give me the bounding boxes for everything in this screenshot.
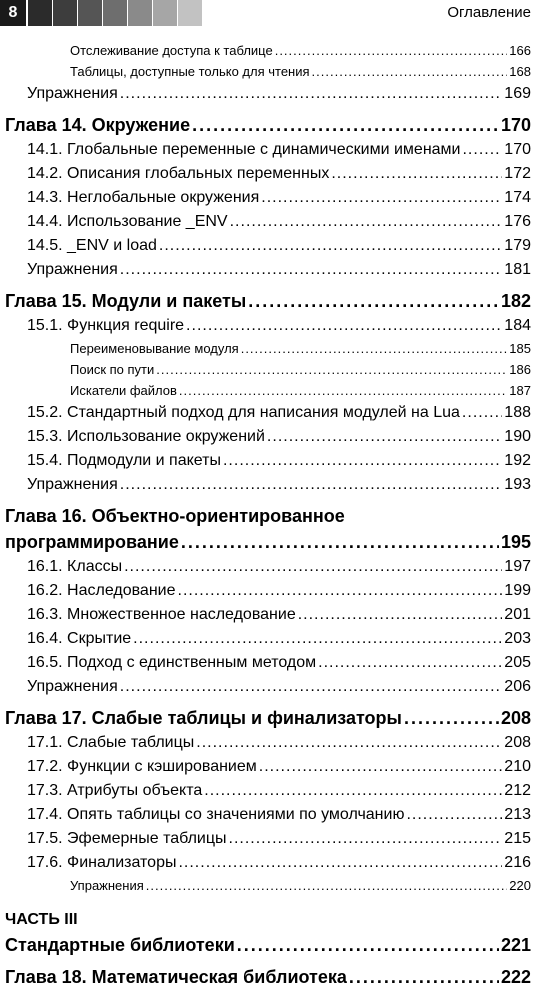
- toc-entry-page: 203: [504, 630, 531, 647]
- dot-leader: [223, 449, 502, 473]
- dot-leader: [462, 138, 502, 162]
- toc-entry-page: 176: [504, 213, 531, 230]
- toc-entry-title: Упражнения: [27, 261, 118, 278]
- toc-entry-title: 16.3. Множественное наследование: [27, 606, 296, 623]
- toc-entry-page: 201: [504, 606, 531, 623]
- toc-entry-title: 14.5. _ENV и load: [27, 237, 157, 254]
- color-swatch: [53, 0, 77, 26]
- dot-leader: [196, 731, 502, 755]
- page-header: [0, 0, 543, 26]
- toc-spacer: [0, 896, 543, 908]
- toc-entry-page: 170: [504, 141, 531, 158]
- toc-entry-title: 15.1. Функция require: [27, 317, 185, 334]
- toc-section[interactable]: [0, 210, 543, 234]
- toc-entry-page: 184: [504, 317, 531, 334]
- toc-section[interactable]: [0, 651, 543, 675]
- dot-leader: [312, 61, 508, 82]
- dot-leader: [120, 258, 503, 282]
- toc-subsection[interactable]: [0, 359, 543, 380]
- dot-leader: [248, 288, 499, 314]
- dot-leader: [331, 162, 502, 186]
- toc-entry-page: 170: [500, 115, 531, 135]
- toc-section[interactable]: [0, 258, 543, 282]
- dot-leader: [275, 40, 508, 61]
- toc-entry-page: 208: [500, 708, 531, 728]
- toc-entry-page: 169: [504, 85, 531, 102]
- toc-section[interactable]: [0, 425, 543, 449]
- toc-entry-title: Искатели файлов: [70, 383, 177, 398]
- dot-leader: [178, 851, 502, 875]
- toc-entry-page: 205: [504, 654, 531, 671]
- toc-entry-title: 17.5. Эфемерные таблицы: [27, 830, 227, 847]
- dot-leader: [124, 555, 502, 579]
- toc-entry-page: 199: [504, 582, 531, 599]
- toc-entry-title: 16.1. Классы: [27, 558, 123, 575]
- toc-entry-title: 15.4. Подмодули и пакеты: [27, 452, 221, 469]
- toc-entry-title: Отслеживание доступа к таблице: [70, 43, 273, 58]
- toc-entry-title: 14.4. Использование _ENV: [27, 213, 228, 230]
- toc-section[interactable]: [0, 579, 543, 603]
- toc-section[interactable]: [0, 138, 543, 162]
- toc-section[interactable]: [0, 627, 543, 651]
- toc-entry-title: 16.4. Скрытие: [27, 630, 132, 647]
- color-swatch: [153, 0, 177, 26]
- toc-chapter[interactable]: [0, 288, 543, 314]
- toc-entry-page: 172: [504, 165, 531, 182]
- toc-entry-page: 187: [509, 383, 531, 398]
- toc-entry-page: 174: [504, 189, 531, 206]
- toc-entry-title: Переименовывание модуля: [70, 341, 239, 356]
- toc-entry-title: Глава 18. Математическая библиотека: [5, 967, 347, 987]
- toc-entry-title: Глава 14. Окружение: [5, 115, 191, 135]
- toc-subsection[interactable]: [0, 61, 543, 82]
- toc-entry-title: 16.5. Подход с единственным методом: [27, 654, 317, 671]
- toc-section[interactable]: [0, 827, 543, 851]
- toc-subsection[interactable]: [0, 380, 543, 401]
- toc-chapter[interactable]: [0, 932, 543, 958]
- dot-leader: [298, 603, 503, 627]
- toc-entry-title: 17.6. Финализаторы: [27, 854, 177, 871]
- toc-chapter[interactable]: [0, 964, 543, 990]
- toc-entry-page: 210: [504, 758, 531, 775]
- dot-leader: [261, 186, 502, 210]
- toc-section[interactable]: [0, 555, 543, 579]
- toc-entry-title: Глава 15. Модули и пакеты: [5, 291, 247, 311]
- toc-entry-title: 17.4. Опять таблицы со значениями по умолчанию: [27, 806, 405, 823]
- toc-entry-page: 182: [500, 291, 531, 311]
- toc-chapter-title: Глава 16. Объектно-ориентированное: [5, 506, 345, 526]
- toc-entry-page: 216: [504, 854, 531, 871]
- toc-entry-title: 14.2. Описания глобальных переменных: [27, 165, 330, 182]
- header-color-strip: [28, 0, 203, 26]
- toc-section[interactable]: [0, 803, 543, 827]
- toc-entry-page: 166: [509, 43, 531, 58]
- dot-leader: [156, 359, 507, 380]
- toc-subsection[interactable]: [0, 875, 543, 896]
- dot-leader: [462, 401, 502, 425]
- dot-leader: [259, 755, 503, 779]
- dot-leader: [120, 82, 503, 106]
- toc-section[interactable]: [0, 851, 543, 875]
- page-number: 8: [0, 0, 26, 26]
- toc-entry-page: 190: [504, 428, 531, 445]
- toc-entry-title: Упражнения: [27, 678, 118, 695]
- color-swatch: [128, 0, 152, 26]
- toc-section[interactable]: [0, 82, 543, 106]
- dot-leader: [204, 779, 502, 803]
- dot-leader: [318, 651, 502, 675]
- toc-entry-page: 185: [509, 341, 531, 356]
- toc-entry-page: 222: [500, 967, 531, 987]
- toc-section[interactable]: [0, 449, 543, 473]
- dot-leader: [120, 473, 503, 497]
- toc-section[interactable]: [0, 234, 543, 258]
- color-swatch: [103, 0, 127, 26]
- toc-entry-title: 15.3. Использование окружений: [27, 428, 265, 445]
- toc-entry-page: 208: [504, 734, 531, 751]
- table-of-contents: [0, 40, 543, 990]
- toc-entry-title: 14.1. Глобальные переменные с динамическими именами: [27, 141, 461, 158]
- dot-leader: [133, 627, 502, 651]
- toc-entry-page: 179: [504, 237, 531, 254]
- toc-entry-title: программирование: [5, 532, 179, 552]
- toc-subsection[interactable]: [0, 338, 543, 359]
- color-swatch: [28, 0, 52, 26]
- toc-section[interactable]: [0, 473, 543, 497]
- dot-leader: [192, 112, 499, 138]
- toc-section[interactable]: [0, 162, 543, 186]
- toc-entry-title: 14.3. Неглобальные окружения: [27, 189, 260, 206]
- toc-section[interactable]: [0, 603, 543, 627]
- toc-entry-page: 168: [509, 64, 531, 79]
- toc-entry-title: Упражнения: [70, 878, 144, 893]
- dot-leader: [146, 875, 508, 896]
- toc-section[interactable]: [0, 314, 543, 338]
- toc-entry-title: Глава 17. Слабые таблицы и финализаторы: [5, 708, 402, 728]
- toc-section[interactable]: [0, 755, 543, 779]
- toc-chapter[interactable]: [0, 529, 543, 555]
- toc-entry-page: 206: [504, 678, 531, 695]
- toc-entry-title: 17.1. Слабые таблицы: [27, 734, 195, 751]
- toc-entry-page: 220: [509, 878, 531, 893]
- toc-entry-page: 192: [504, 452, 531, 469]
- dot-leader: [229, 827, 503, 851]
- toc-entry-page: 215: [504, 830, 531, 847]
- toc-section[interactable]: [0, 731, 543, 755]
- dot-leader: [178, 579, 503, 603]
- toc-section[interactable]: [0, 675, 543, 699]
- toc-entry-page: 181: [504, 261, 531, 278]
- toc-entry-page: 221: [500, 935, 531, 955]
- toc-entry-title: 16.2. Наследование: [27, 582, 176, 599]
- toc-chapter[interactable]: [0, 112, 543, 138]
- dot-leader: [179, 380, 507, 401]
- dot-leader: [120, 675, 503, 699]
- dot-leader: [406, 803, 502, 827]
- toc-entry-title: 15.2. Стандартный подход для написания модулей на Lua: [27, 404, 460, 421]
- toc-section[interactable]: [0, 186, 543, 210]
- toc-entry-title: Стандартные библиотеки: [5, 935, 235, 955]
- toc-entry-title: 17.3. Атрибуты объекта: [27, 782, 203, 799]
- toc-section[interactable]: [0, 401, 543, 425]
- toc-entry-page: 188: [504, 404, 531, 421]
- toc-subsection[interactable]: [0, 40, 543, 61]
- toc-entry-page: 193: [504, 476, 531, 493]
- color-swatch: [178, 0, 202, 26]
- running-title: Оглавление: [447, 4, 531, 21]
- dot-leader: [237, 932, 499, 958]
- toc-entry-page: 186: [509, 362, 531, 377]
- toc-entry-title: Поиск по пути: [70, 362, 155, 377]
- dot-leader: [241, 338, 508, 359]
- toc-entry-page: 195: [500, 532, 531, 552]
- toc-entry-title: Упражнения: [27, 85, 118, 102]
- dot-leader: [181, 529, 499, 555]
- toc-entry-page: 212: [504, 782, 531, 799]
- toc-entry-title: Таблицы, доступные только для чтения: [70, 64, 310, 79]
- dot-leader: [159, 234, 502, 258]
- toc-entry-title: Упражнения: [27, 476, 118, 493]
- toc-entry-page: 213: [504, 806, 531, 823]
- dot-leader: [186, 314, 502, 338]
- dot-leader: [404, 705, 499, 731]
- toc-part-label: ЧАСТЬ III: [5, 911, 78, 928]
- toc-section[interactable]: [0, 779, 543, 803]
- dot-leader: [230, 210, 503, 234]
- toc-entry-page: 197: [504, 558, 531, 575]
- dot-leader: [267, 425, 502, 449]
- dot-leader: [349, 964, 499, 990]
- color-swatch: [78, 0, 102, 26]
- toc-chapter[interactable]: [0, 705, 543, 731]
- toc-entry-title: 17.2. Функции с кэшированием: [27, 758, 257, 775]
